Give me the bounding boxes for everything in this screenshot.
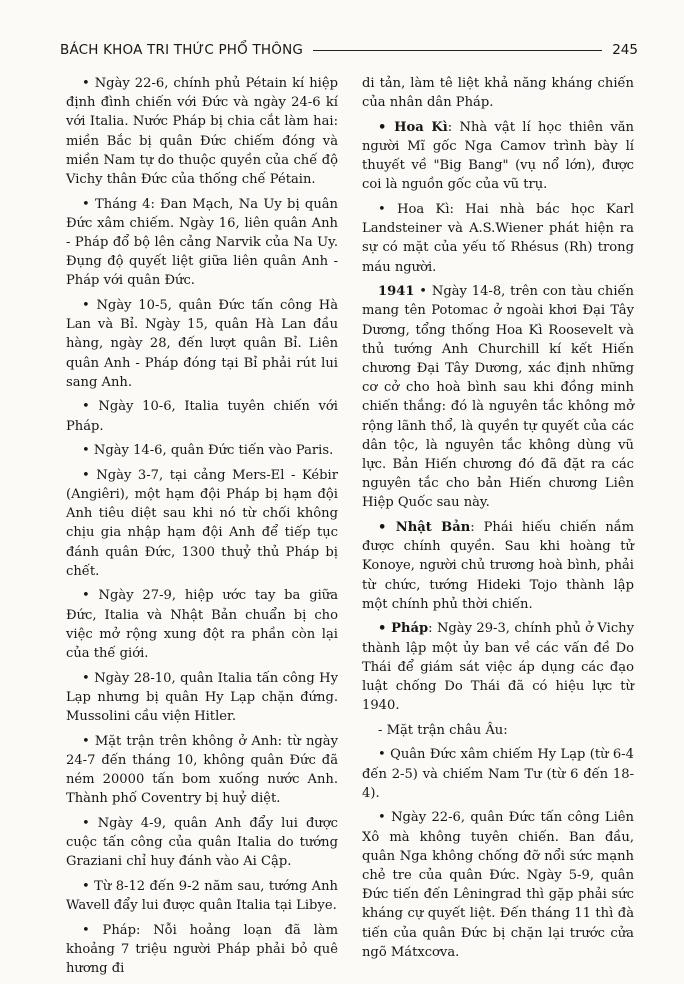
paragraph-greece-yugoslavia: • Quân Đức xâm chiếm Hy Lạp (từ 6-4 đến 2-5) và chiếm Nam Tư (từ 6 đến 18-4).: [362, 747, 634, 801]
book-title: BÁCH KHOA TRI THỨC PHỔ THÔNG: [60, 42, 304, 58]
paragraph-mers-el-kebir: • Ngày 3-7, tại cảng Mers-El - Kébir (Angiêri), một hạm đội Pháp bị hạm đội Anh tiêu diệt sau khi nó từ chối không chịu gia nhập hạm đội Anh để tiếp tục đánh quân Đức, 1300 thuỷ thủ Pháp bị chết.: [66, 467, 338, 579]
lead-label: • Hoa Kì: [378, 119, 448, 135]
paragraph-petain-armistice: • Ngày 22-6, chính phủ Pétain kí hiệp định đình chiến với Đức và ngày 24-6 kí với Italia. Nước Pháp bị chia cắt làm hai: miền Bắc bị quân Đức chiếm đóng và miền Nam tự do thuộc quyền của chế độ Vichy thân Đức của thống chế Pétain.: [66, 76, 338, 188]
paragraph-soviet-union: • Ngày 22-6, quân Đức tấn công Liên Xô mà không tuyên chiến. Ban đầu, quân Nga không chống đỡ nổi sức mạnh chẻ tre của quân Đức. Ngày 5-9, quân Đức tiến đến Lêningrad thì gặp phải sức kháng cự quyết liệt. Đến tháng 11 thì đà tiến của quân Đức bị chặn lại trước cửa ngõ Mátxcơva.: [362, 810, 634, 960]
paragraph-text: : Nhà vật lí học thiên văn người Mĩ gốc Nga Camov trình bày lí thuyết về "Big Bang" (vụ nổ lớn), được coi là nguồn gốc của vũ trụ.: [362, 119, 634, 193]
left-column: [66, 74, 338, 984]
paragraph-atlantic-charter: [362, 282, 634, 512]
paragraph-text: • Ngày 14-8, trên con tàu chiến mang tên Potomac ở ngoài khơi Đại Tây Dương, tổng thống Hoa Kì Roosevelt và thủ tướng Anh Churchill kí kết Hiến chương Đại Tây Dương, xác định những cơ cở cho hoà bình sau khi đồng minh chiến thắng: đó là nguyên tắc không mở rộng lãnh thổ, là quyền tự quyết của các dân tộc, là nguyên tắc không dùng vũ lực. Bản Hiến chương đó đã đặt ra các nguyên tắc cho bản Hiến chương Liên Hiệp Quốc sau này.: [362, 284, 634, 511]
header-rule: [313, 50, 602, 51]
paragraph-text: : Ngày 29-3, chính phủ ở Vichy thành lập một ủy ban về các vấn đề Do Thái để giám sát việc áp dụng các đạo luật chống Do Thái đã có hiệu lực từ 1940.: [362, 621, 634, 714]
running-header: [60, 40, 638, 60]
paragraph-text: : Phái hiếu chiến nắm được chính quyền. Sau khi hoàng tử Konoye, người chủ trương hoà bình, phải từ chức, tướng Hideki Tojo thành lập một chính phủ thời chiến.: [362, 520, 634, 612]
right-column: [362, 74, 634, 967]
year-heading: 1941: [378, 284, 415, 300]
page-number: 245: [612, 42, 638, 58]
paragraph-denmark-norway: • Tháng 4: Đan Mạch, Na Uy bị quân Đức xâm chiếm. Ngày 16, liên quân Anh - Pháp đổ bộ lên cảng Narvik của Na Uy. Đụng độ quyết liệt giữa liên quân Anh - Pháp với quân Đức.: [66, 196, 338, 289]
paragraph-big-bang: [362, 118, 634, 195]
paragraph-italy-greece: • Ngày 28-10, quân Italia tấn công Hy Lạp nhưng bị quân Hy Lạp chặn đứng. Mussolini cầu viện Hitler.: [66, 670, 338, 725]
paragraph-libya: • Từ 8-12 đến 9-2 năm sau, tướng Anh Wavell đẩy lui được quân Italia tại Libye.: [66, 878, 338, 914]
paragraph-egypt: • Ngày 4-9, quân Anh đẩy lui được cuộc tấn công của quân Italia do tướng Graziani chỉ huy đánh vào Ai Cập.: [66, 815, 338, 870]
paragraph-france-exodus: • Pháp: Nỗi hoảng loạn đã làm khoảng 7 triệu người Pháp phải bỏ quê hương đi: [66, 922, 338, 977]
paragraph-rhesus: • Hoa Kì: Hai nhà bác học Karl Landsteiner và A.S.Wiener phát hiện ra sự có mặt của yếu tố Rhésus (Rh) trong máu người.: [362, 202, 634, 275]
paragraph-tripartite-pact: • Ngày 27-9, hiệp ước tay ba giữa Đức, Italia và Nhật Bản chuẩn bị cho việc mở rộng xung đột ra phần còn lại của thế giới.: [66, 588, 338, 662]
paragraph-vichy: [362, 619, 634, 715]
paragraph-italy-declares-war: • Ngày 10-6, Italia tuyên chiến với Pháp.: [66, 399, 338, 434]
paragraph-japan: [362, 518, 634, 614]
lead-label: • Pháp: [378, 621, 429, 637]
paragraph-netherlands-belgium: • Ngày 10-5, quân Đức tấn công Hà Lan và Bỉ. Ngày 15, quân Hà Lan đầu hàng, ngày 28, đến lượt quân Bỉ. Liên quân Anh - Pháp đóng tại Bỉ phải rút lui sang Anh.: [66, 298, 338, 390]
lead-label: • Nhật Bản: [378, 520, 471, 536]
paragraph-european-front: - Mặt trận châu Âu:: [378, 722, 508, 738]
paragraph-continuation: di tản, làm tê liệt khả năng kháng chiến của nhân dân Pháp.: [362, 76, 634, 111]
paragraph-paris: • Ngày 14-6, quân Đức tiến vào Paris.: [82, 443, 334, 459]
paragraph-battle-of-britain: • Mặt trận trên không ở Anh: từ ngày 24-7 đến tháng 10, không quân Đức đã ném 20000 tấn bom xuống nước Anh. Thành phố Coventry bị huỷ diệt.: [66, 733, 338, 807]
